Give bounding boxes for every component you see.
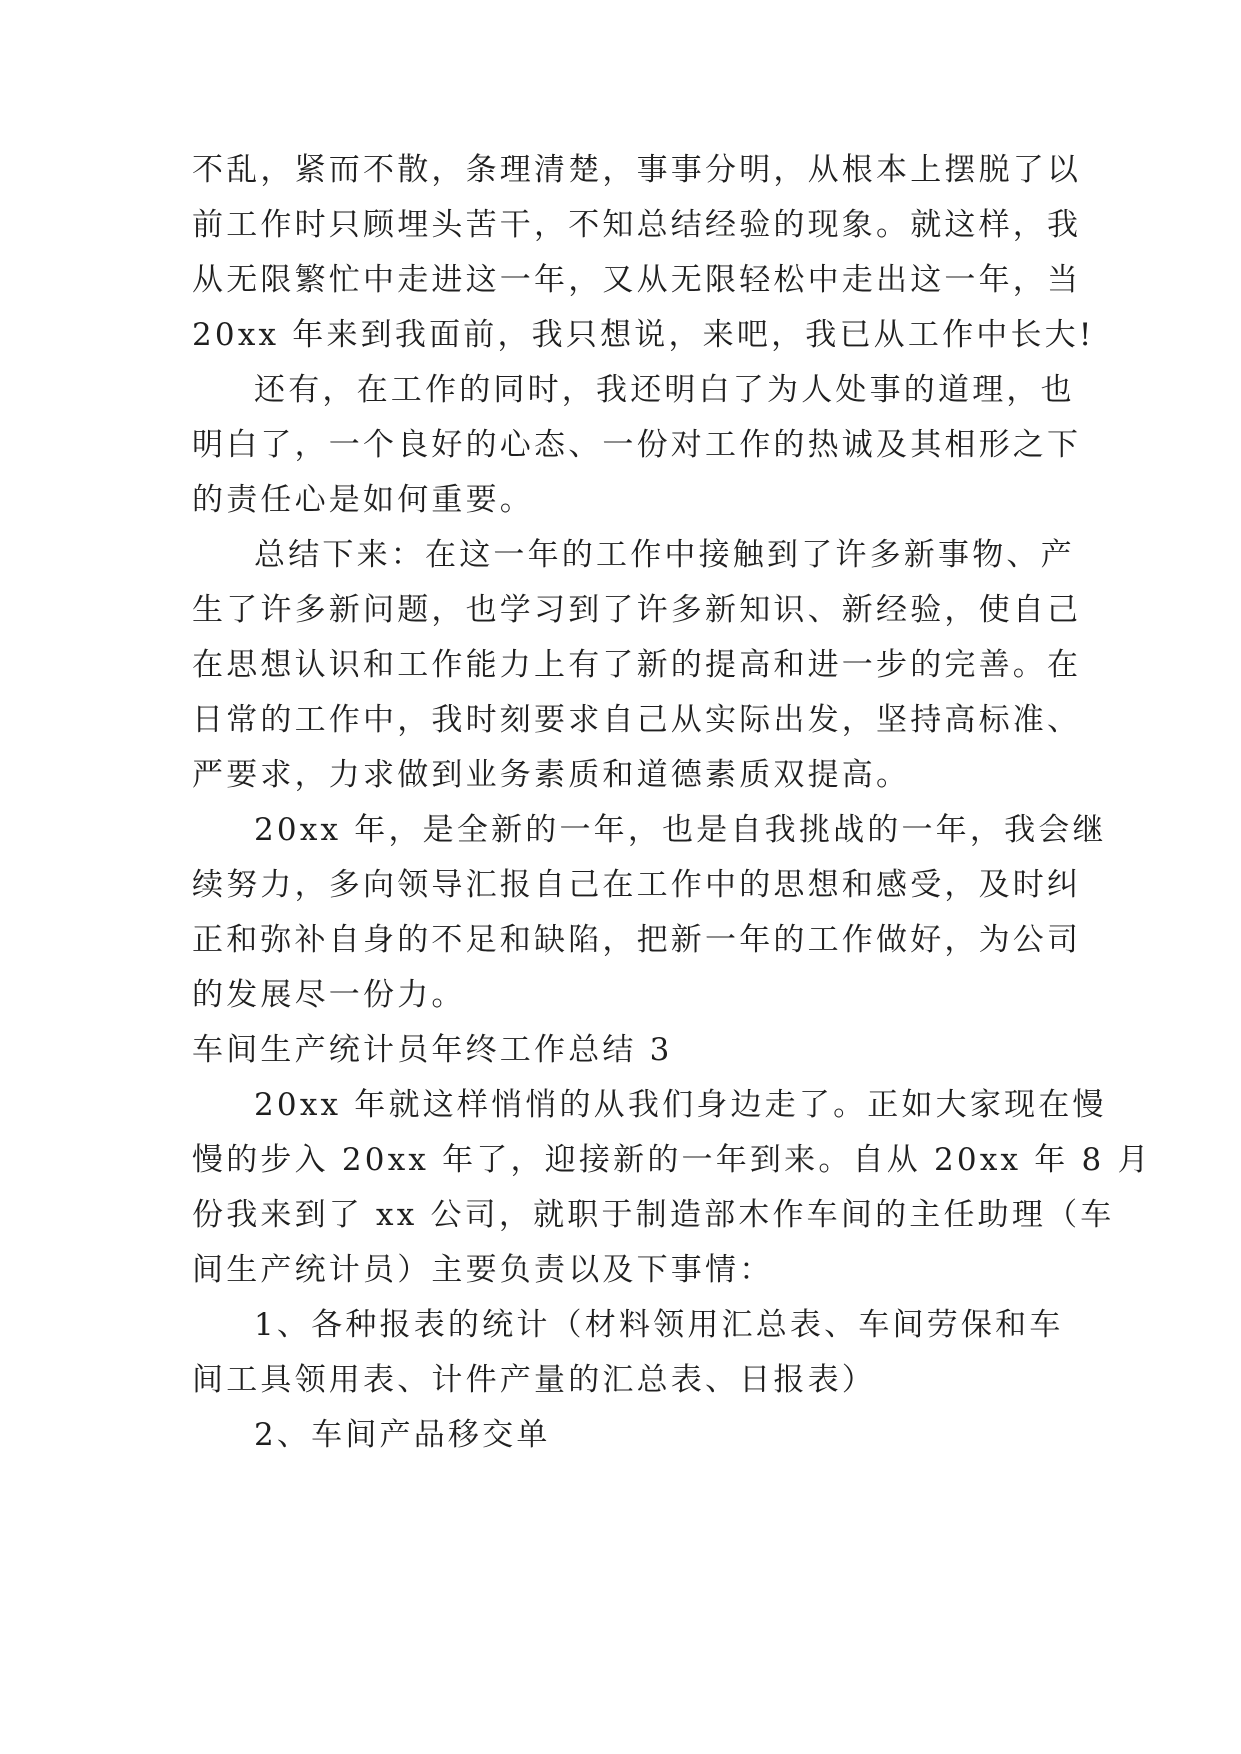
body-text-line: 严要求，力求做到业务素质和道德素质双提高。 [192,757,911,793]
body-text-line: 间生产统计员）主要负责以及下事情： [192,1252,774,1288]
section-heading: 车间生产统计员年终工作总结 3 [192,1032,673,1068]
body-text-line: 慢的步入 20xx 年了，迎接新的一年到来。自从 20xx 年 8 月 [192,1142,1152,1178]
body-text-line: 份我来到了 xx 公司，就职于制造部木作车间的主任助理（车 [192,1197,1115,1233]
body-text-line: 不乱，紧而不散，条理清楚，事事分明，从根本上摆脱了以 [192,152,1082,188]
body-text-line: 从无限繁忙中走进这一年，又从无限轻松中走出这一年，当 [192,262,1082,298]
body-text-line: 生了许多新问题，也学习到了许多新知识、新经验，使自己 [192,592,1082,628]
body-text-line: 明白了，一个良好的心态、一份对工作的热诚及其相形之下 [192,427,1082,463]
body-text-line: 的发展尽一份力。 [192,977,466,1013]
body-text-line: 的责任心是如何重要。 [192,482,534,518]
paragraph-first-line: 20xx 年就这样悄悄的从我们身边走了。正如大家现在慢 [254,1087,1107,1123]
paragraph-first-line: 总结下来：在这一年的工作中接触到了许多新事物、产 [254,537,1075,573]
paragraph-first-line: 20xx 年，是全新的一年，也是自我挑战的一年，我会继 [254,812,1107,848]
list-item-continuation: 间工具领用表、计件产量的汇总表、日报表） [192,1362,876,1398]
paragraph-first-line: 还有，在工作的同时，我还明白了为人处事的道理，也 [254,372,1075,408]
body-text-line: 续努力，多向领导汇报自己在工作中的思想和感受，及时纠 [192,867,1082,903]
list-item-first-line: 2、车间产品移交单 [254,1417,551,1453]
body-text-line: 日常的工作中，我时刻要求自己从实际出发，坚持高标准、 [192,702,1082,738]
body-text-line: 在思想认识和工作能力上有了新的提高和进一步的完善。在 [192,647,1082,683]
body-text-line: 前工作时只顾埋头苦干，不知总结经验的现象。就这样，我 [192,207,1082,243]
body-text-line: 20xx 年来到我面前，我只想说，来吧，我已从工作中长大! [192,317,1095,353]
body-text-line: 正和弥补自身的不足和缺陷，把新一年的工作做好，为公司 [192,922,1082,958]
list-item-first-line: 1、各种报表的统计（材料领用汇总表、车间劳保和车 [254,1307,1064,1343]
